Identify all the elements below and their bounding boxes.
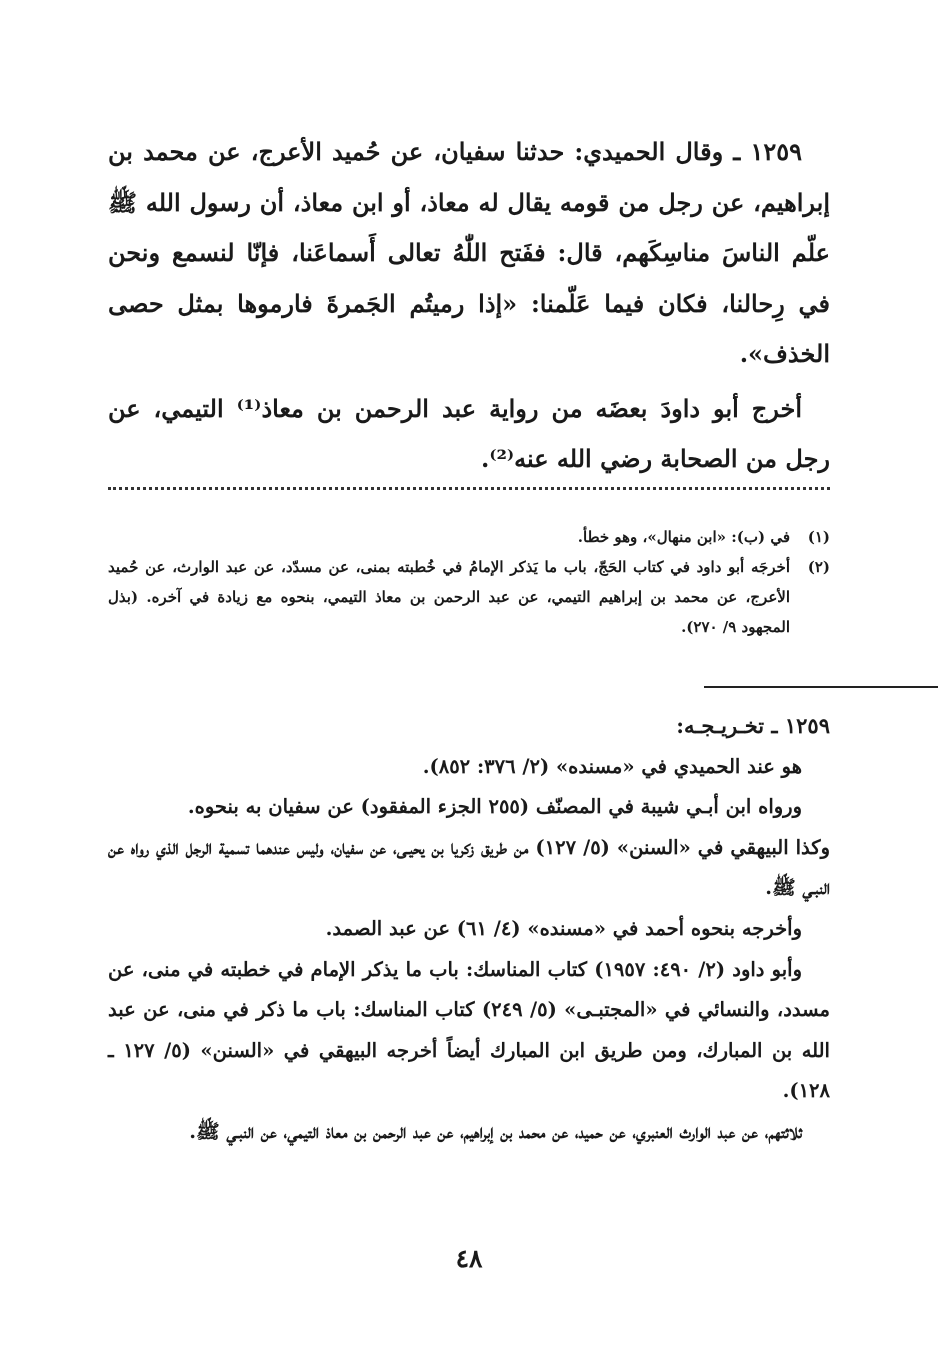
hadith-text: ـ وقال الحميدي: حدثنا سفيان، عن حُميد الأعرج، عن محمد بن إبراهيم، عن رجل من قومه يقال له معاذ، أو ابن معاذ، أن رسول الله ﷺ علّم الناسَ مناسِكَهم، قال: ففَتح اللّٰهُ تعالى أَسماعَنا، فإنّا لنسمع ونحن في رِحالنا، فكان فيما عَلّمنا: «إذا رميتُم الجَمرةَ فارموها بمثل حصى الخذف». bbox=[108, 137, 830, 368]
page-number: ٤٨ bbox=[455, 1244, 483, 1273]
main-text bbox=[108, 127, 830, 485]
footnote-1 bbox=[108, 522, 830, 552]
main-takhrij-paragraph: أخرج أبو داودَ بعضَه من رواية عبد الرحمن بن معاذ⁽¹⁾ التيمي، عن رجل من الصحابة رضي الله عنه⁽²⁾. bbox=[108, 393, 830, 473]
takhrij-heading: ١٢٥٩ ـ تخـريـجـه: bbox=[676, 713, 830, 738]
footnote-marker: (١) bbox=[807, 528, 830, 546]
footnote-marker: (٢) bbox=[807, 558, 830, 576]
footnote-text: في (ب): «ابن منهال»، وهو خطأ. bbox=[577, 528, 790, 546]
footnote-separator bbox=[108, 487, 830, 490]
takhrij-paragraph: ورواه ابن أبـي شيبة في المصنّف (٢٥٥ الجزء المفقود) عن سفيان به بنحوه. bbox=[187, 795, 802, 819]
footnote-2 bbox=[108, 552, 830, 642]
section-divider bbox=[704, 686, 938, 688]
takhrij-paragraph: وكذا البيهقي في «السنن» (٥/ ١٢٧) من طريق زكريا بن يحيـى، عن سفيان، وليس عندهما تسمية الرجل الذي رواه عن النبـي ﷺ. bbox=[108, 835, 830, 900]
takhrij-paragraph: وأبو داود (٢/ ٤٩٠: ١٩٥٧) كتاب المناسك: باب ما يذكر الإمام في خطبته في منى، عن مسدد، والنسائي في «المجتبـى» (٥/ ٢٤٩) كتاب المناسك: باب ما ذكر في منى، عن عبد الله بن المبارك، ومن طريق ابن المبارك أيضاً أخرجه البيهقي في «السنن» (٥/ ١٢٧ ـ ١٢٨). bbox=[108, 957, 830, 1103]
takhrij-paragraph: ثلاثتهم، عن عبد الوارث العنبري، عن حميد، عن محمد بن إبراهيم، عن عبد الرحمن بن معاذ التيمي، عن النبـي ﷺ. bbox=[189, 1119, 802, 1143]
hadith-paragraph bbox=[108, 127, 830, 380]
takhrij-paragraph: وأخرجه بنحوه أحمد في «مسنده» (٤/ ٦١) عن عبد الصمد. bbox=[325, 916, 802, 940]
hadith-number: ١٢٥٩ bbox=[750, 137, 803, 166]
takhrij-section bbox=[108, 706, 830, 1153]
footnote-text: أخرجَه أبو داود في كتاب الحَجّ، باب ما يَذكر الإمامُ في خُطبته بمنى، عن مسدّد، عن عبد الوارث، عن حُميد الأعرج، عن محمد بن إبراهيم التيمي، عن عبد الرحمن بن معاذ التيمي، بنحوه مع زيادة في آخره. (بذل المجهود ٩/ ٢٧٠). bbox=[108, 558, 790, 636]
takhrij-paragraph: هو عند الحميدي في «مسنده» (٢/ ٣٧٦: ٨٥٢). bbox=[422, 754, 802, 778]
footnotes bbox=[108, 522, 830, 642]
